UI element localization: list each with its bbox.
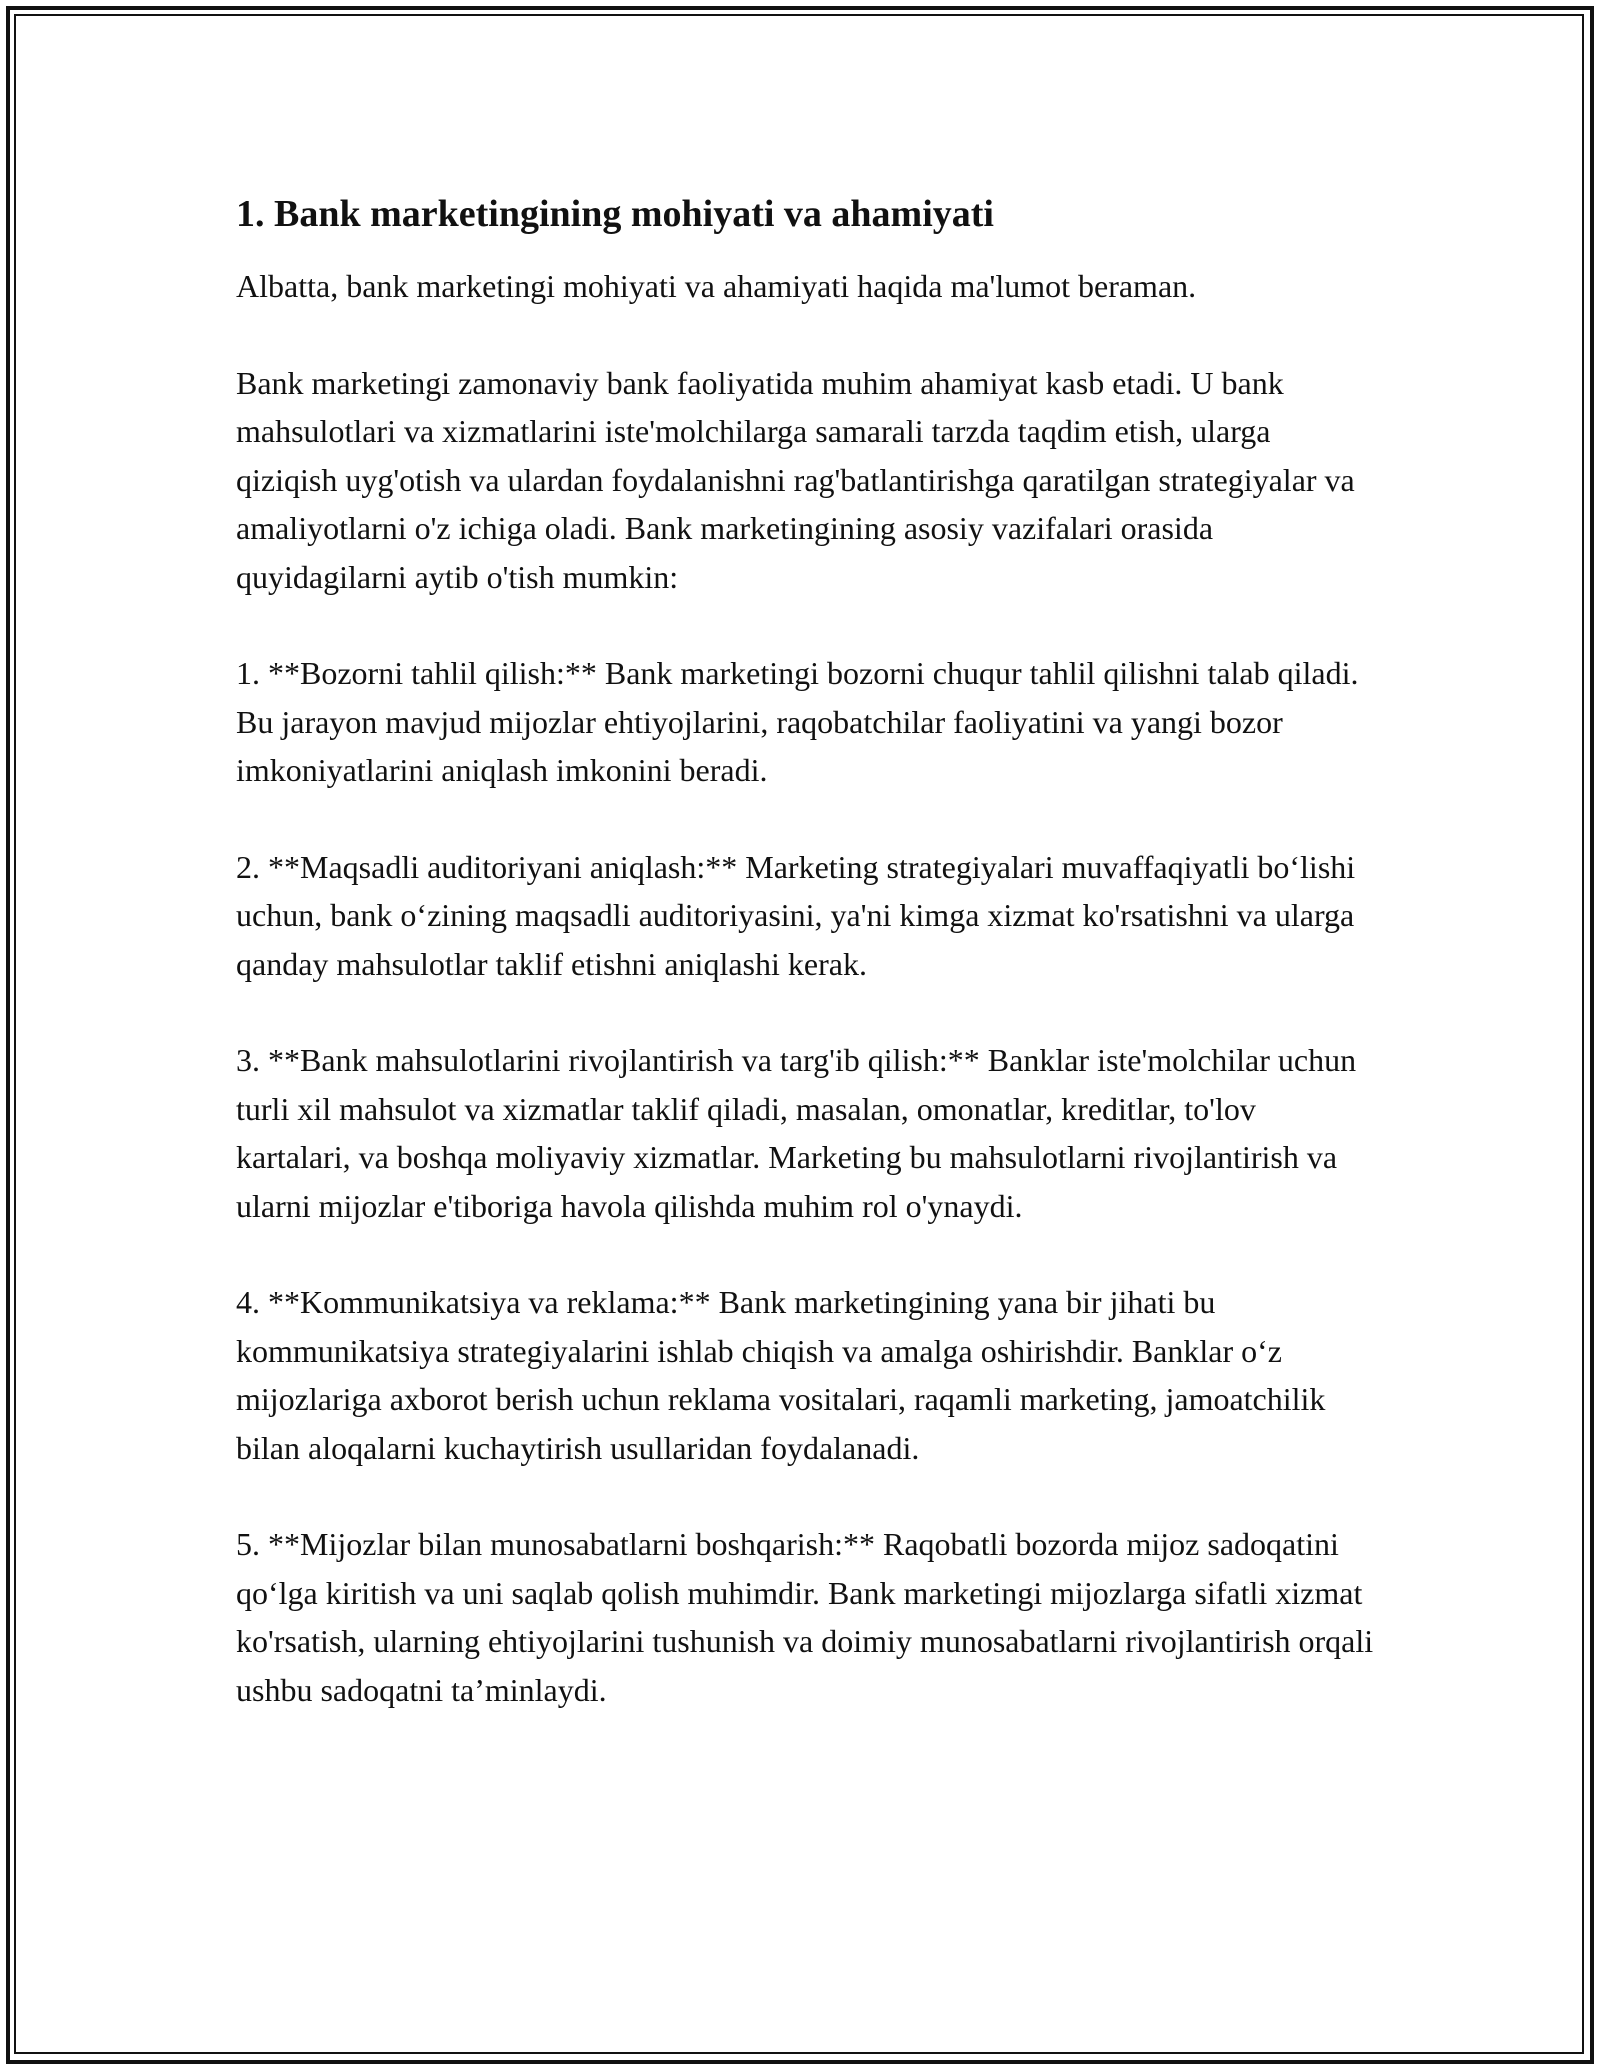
intro-paragraph: Albatta, bank marketingi mohiyati va ahamiyati haqida ma'lumot beraman. xyxy=(236,268,1197,304)
paragraph-item-1: 1. **Bozorni tahlil qilish:** Bank marketingi bozorni chuqur tahlil qilishni talab qiladi. Bu jarayon mavjud mijozlar ehtiyojlarini, raqobatchilar faoliyatini va yangi bozor imkoniyatlarini aniqlash imkonini beradi. xyxy=(236,655,1359,788)
document-body xyxy=(236,188,1376,1762)
document-title: 1. Bank marketingining mohiyati va ahamiyati xyxy=(236,193,994,235)
paragraph-item-4: 4. **Kommunikatsiya va reklama:** Bank marketingining yana bir jihati bu kommunikatsiya strategiyalarini ishlab chiqish va amalga oshirishdir. Banklar o‘z mijozlariga axborot berish uchun reklama vositalari, raqamli marketing, jamoatchilik bilan aloqalarni kuchaytirish usullaridan foydalanadi. xyxy=(236,1284,1326,1466)
paragraph-item-3: 3. **Bank mahsulotlarini rivojlantirish va targ'ib qilish:** Banklar iste'molchilar uchun turli xil mahsulot va xizmatlar taklif qiladi, masalan, omonatlar, kreditlar, to'lov kartalari, va boshqa moliyaviy xizmatlar. Marketing bu mahsulotlarni rivojlantirish va ularni mijozlar e'tiboriga havola qilishda muhim rol o'ynaydi. xyxy=(236,1042,1357,1224)
paragraph-item-5: 5. **Mijozlar bilan munosabatlarni boshqarish:** Raqobatli bozorda mijoz sadoqatini qo‘lga kiritish va uni saqlab qolish muhimdir. Bank marketingi mijozlarga sifatli xizmat ko'rsatish, ularning ehtiyojlarini tushunish va doimiy munosabatlarni rivojlantirish orqali ushbu sadoqatni ta’minlaydi. xyxy=(236,1526,1374,1708)
paragraph-item-2: 2. **Maqsadli auditoriyani aniqlash:** Marketing strategiyalari muvaffaqiyatli bo‘lishi uchun, bank o‘zining maqsadli auditoriyasini, ya'ni kimga xizmat ko'rsatishni va ularga qanday mahsulotlar taklif etishni aniqlashi kerak. xyxy=(236,848,1356,982)
paragraph-overview: Bank marketingi zamonaviy bank faoliyatida muhim ahamiyat kasb etadi. U bank mahsulotlari va xizmatlarini iste'molchilarga samarali tarzda taqdim etish, ularga qiziqish uyg'otish va ulardan foydalanishni rag'batlantirishga qaratilgan strategiyalar va amaliyotlarni o'z ichiga oladi. Bank marketingining asosiy vazifalari orasida quyidagilarni aytib o'tish mumkin: xyxy=(236,364,1355,595)
